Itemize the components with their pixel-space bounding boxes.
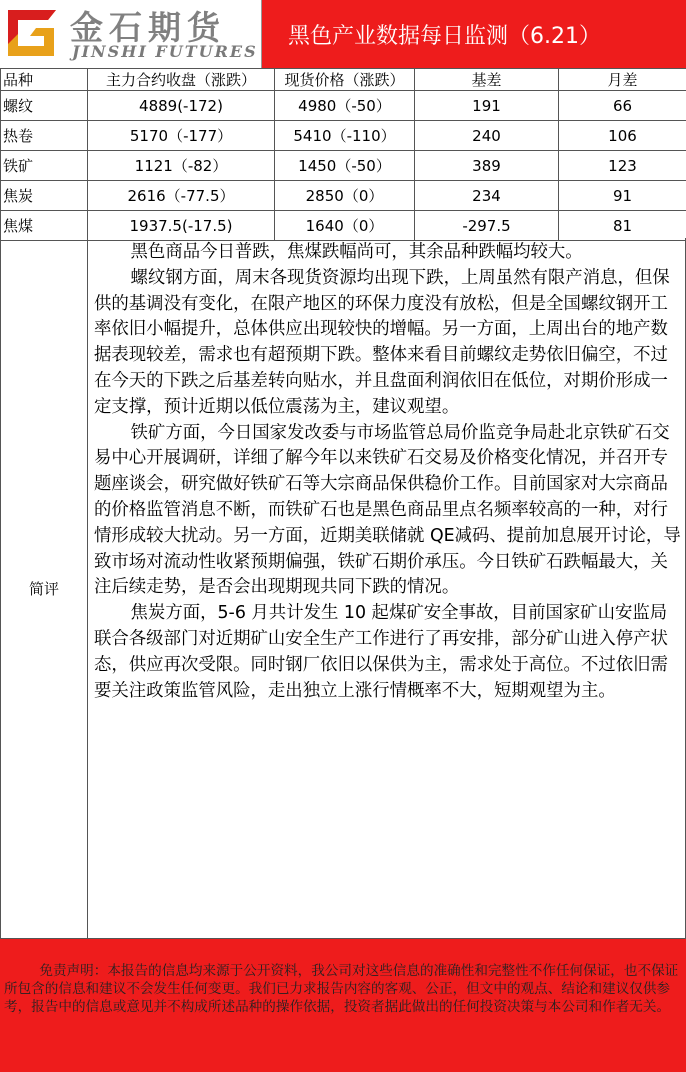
cell-variety: 焦炭: [1, 181, 88, 211]
cell-futures-close: 1937.5(-17.5): [88, 211, 275, 241]
cell-variety: 铁矿: [1, 151, 88, 181]
comment-body: [88, 238, 685, 938]
table-header-row: [1, 69, 686, 91]
comment-section: [0, 238, 686, 939]
report-title: 黑色产业数据每日监测（6.21）: [262, 0, 686, 68]
brand-name-en: JINSHI FUTURES: [72, 42, 258, 61]
cell-spot-price: 4980（-50）: [275, 91, 415, 121]
cell-futures-close: 4889(-172): [88, 91, 275, 121]
cell-futures-close: 5170（-177）: [88, 121, 275, 151]
cell-basis: 389: [415, 151, 559, 181]
cell-month-spread: 106: [559, 121, 686, 151]
cell-basis: -297.5: [415, 211, 559, 241]
cell-variety: 焦煤: [1, 211, 88, 241]
comment-paragraph-summary: 黑色商品今日普跌，焦煤跌幅尚可，其余品种跌幅均较大。: [130, 242, 583, 262]
cell-futures-close: 2616（-77.5）: [88, 181, 275, 211]
column-header-month-spread: 月差: [559, 69, 686, 91]
column-header-variety: 品种: [1, 69, 88, 91]
cell-basis: 191: [415, 91, 559, 121]
comment-paragraph-iron-ore: 铁矿方面，今日国家发改委与市场监管总局价监竞争局赴北京铁矿石交易中心开展调研，详细了解今年以来铁矿石交易及价格变化情况，并召开专题座谈会，研究做好铁矿石等大宗商品保供稳价工作。目前国家对大宗商品的价格监管消息不断，而铁矿石也是黑色商品里点名频率较高的一种，对行情形成较大扰动。另一方面，近期美联储就 QE减码、提前加息展开讨论，导致市场对流动性收紧预期偏强，铁矿石期价承压。今日铁矿石跌幅最大，关注后续走势，是否会出现期现共同下跌的情况。: [94, 422, 681, 598]
company-logo: [0, 0, 262, 68]
cell-month-spread: 91: [559, 181, 686, 211]
cell-variety: 螺纹: [1, 91, 88, 121]
cell-month-spread: 81: [559, 211, 686, 241]
cell-spot-price: 2850（0）: [275, 181, 415, 211]
cell-futures-close: 1121（-82）: [88, 151, 275, 181]
cell-spot-price: 1450（-50）: [275, 151, 415, 181]
column-header-spot-price: 现货价格（涨跌）: [275, 69, 415, 91]
comment-paragraph-coke: 焦炭方面，5-6 月共计发生 10 起煤矿安全事故，目前国家矿山安监局联合各级部门对近期矿山安全生产工作进行了再安排，部分矿山进入停产状态，供应再次受限。同时钢厂依旧以保供为主，需求处于高位。不过依旧需要关注政策监管风险，走出独立上涨行情概率不大，短期观望为主。: [94, 603, 668, 701]
column-header-futures-close: 主力合约收盘（涨跌）: [88, 69, 275, 91]
comment-paragraph-rebar: 螺纹钢方面，周末各现货资源均出现下跌，上周虽然有限产消息，但保供的基调没有变化，在限产地区的环保力度没有放松，但是全国螺纹钢开工率依旧小幅提升，总体供应出现较快的增幅。另一方面，上周出台的地产数据表现较差，需求也有超预期下跌。整体来看目前螺纹走势依旧偏空，不过在今天的下跌之后基差转向贴水，并且盘面利润依旧在低位，对期价形成一定支撑，预计近期以低位震荡为主，建议观望。: [94, 267, 670, 417]
jinshi-logo-icon: [4, 4, 62, 62]
comment-label: 简评: [1, 238, 88, 938]
table-row: [1, 91, 686, 121]
table-row: [1, 211, 686, 241]
cell-variety: 热卷: [1, 121, 88, 151]
table-row: [1, 151, 686, 181]
cell-spot-price: 1640（0）: [275, 211, 415, 241]
cell-basis: 234: [415, 181, 559, 211]
column-header-basis: 基差: [415, 69, 559, 91]
cell-basis: 240: [415, 121, 559, 151]
cell-month-spread: 66: [559, 91, 686, 121]
disclaimer: 免责声明：本报告的信息均来源于公开资料，我公司对这些信息的准确性和完整性不作任何保证，也不保证所包含的信息和建议不会发生任何变更。我们已力求报告内容的客观、公正，但文中的观点、结论和建议仅供参考，报告中的信息或意见并不构成所述品种的操作依据，投资者据此做出的任何投资决策与本公司和作者无关。: [0, 939, 686, 1072]
report-header: [0, 0, 686, 68]
brand-name-cn: 金石期货: [70, 8, 226, 47]
table-row: [1, 121, 686, 151]
cell-month-spread: 123: [559, 151, 686, 181]
market-data-table: [0, 68, 686, 241]
cell-spot-price: 5410（-110）: [275, 121, 415, 151]
table-row: [1, 181, 686, 211]
